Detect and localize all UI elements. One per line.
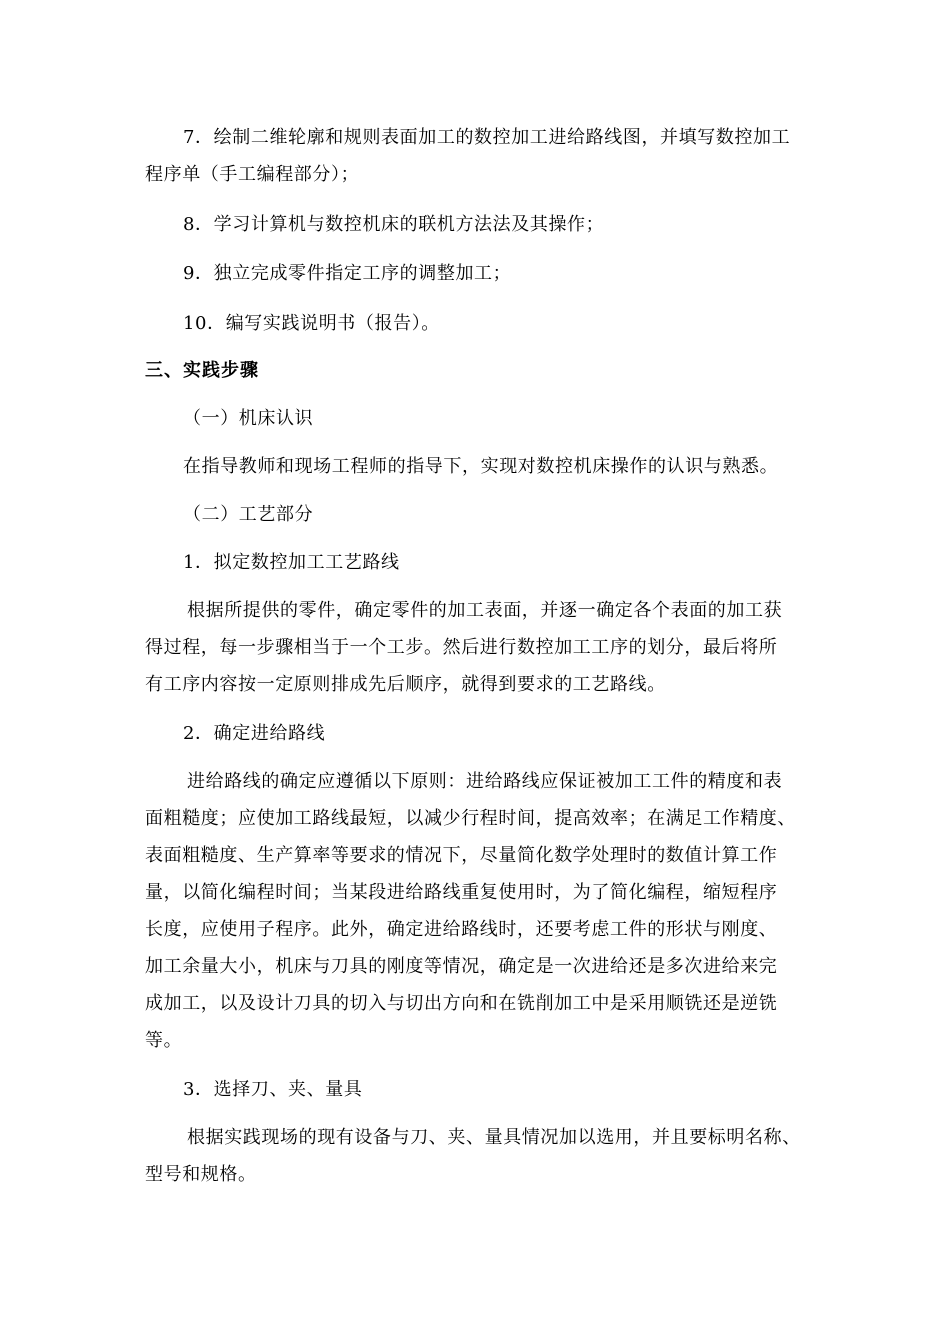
step-2-paragraph-line-1: 进给路线的确定应遵循以下原则：进给路线应保证被加工工件的精度和表 [187,771,783,792]
item-10: 10．编写实践说明书（报告）。 [183,313,440,334]
step-2-paragraph-line-7: 成加工，以及设计刀具的切入与切出方向和在铣削加工中是采用顺铣还是逆铣 [145,993,778,1014]
step-1-title: 1．拟定数控加工工艺路线 [183,552,400,573]
step-1-paragraph-line-2: 得过程，每一步骤相当于一个工步。然后进行数控加工工序的划分，最后将所 [145,637,778,658]
paragraph-machine-recognition: 在指导教师和现场工程师的指导下，实现对数控机床操作的认识与熟悉。 [183,456,779,477]
step-2-paragraph-line-3: 表面粗糙度、生产算率等要求的情况下，尽量简化数学处理时的数值计算工作 [145,845,778,866]
item-9: 9．独立完成零件指定工序的调整加工； [183,263,512,284]
step-2-paragraph-line-5: 长度，应使用子程序。此外，确定进给路线时，还要考虑工件的形状与刚度、 [145,919,778,940]
item-7-line-1: 7．绘制二维轮廓和规则表面加工的数控加工进给路线图，并填写数控加工 [183,127,791,148]
step-3-paragraph-line-1: 根据实践现场的现有设备与刀、夹、量具情况加以选用，并且要标明名称、 [187,1127,801,1148]
subsection-machine-recognition: （一）机床认识 [183,408,314,429]
step-2-paragraph-line-6: 加工余量大小，机床与刀具的刚度等情况，确定是一次进给还是多次进给来完 [145,956,778,977]
step-2-paragraph-line-8: 等。 [145,1030,183,1051]
step-2-paragraph-line-4: 量，以简化编程时间；当某段进给路线重复使用时，为了简化编程，缩短程序 [145,882,778,903]
step-2-title: 2．确定进给路线 [183,723,326,744]
section-heading-practice-steps: 三、实践步骤 [145,360,259,381]
step-3-title: 3．选择刀、夹、量具 [183,1079,363,1100]
step-3-paragraph-line-2: 型号和规格。 [145,1164,257,1185]
step-2-paragraph-line-2: 面粗糙度；应使加工路线最短，以减少行程时间，提高效率；在满足工作精度、 [145,808,796,829]
item-7-line-2: 程序单（手工编程部分）； [145,164,360,185]
item-8: 8．学习计算机与数控机床的联机方法法及其操作； [183,214,605,235]
subsection-process: （二）工艺部分 [183,504,314,525]
step-1-paragraph-line-1: 根据所提供的零件，确定零件的加工表面，并逐一确定各个表面的加工获 [187,600,783,621]
step-1-paragraph-line-3: 有工序内容按一定原则排成先后顺序，就得到要求的工艺路线。 [145,674,666,695]
